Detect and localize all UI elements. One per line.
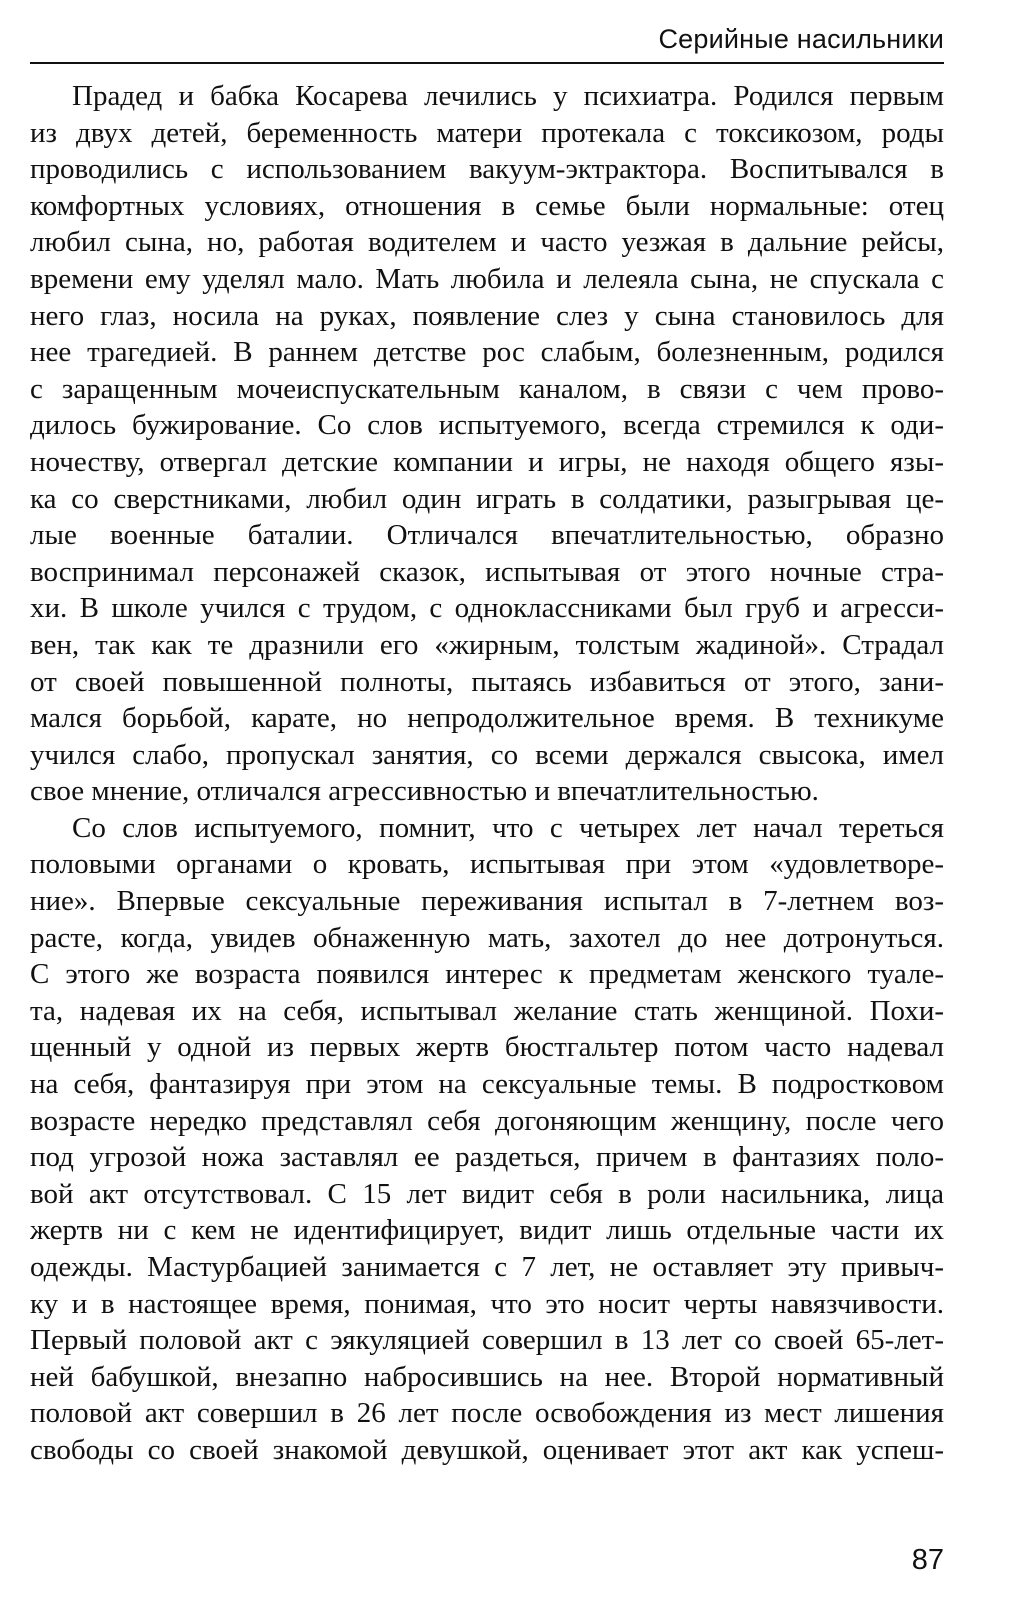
text-line: Первый половой акт с эякуляцией совершил в 13 лет со своей 65-лет-: [30, 1324, 944, 1357]
text-line: проводились с использованием вакуум-эктрактора. Воспитывался в: [30, 153, 944, 186]
text-line: ней бабушкой, внезапно набросившись на нее. Второй нормативный: [30, 1360, 944, 1393]
text-line: ночеству, отвергал детские компании и игры, не находя общего язы-: [30, 445, 944, 478]
text-line: свое мнение, отличался агрессивностью и впечатлительностью.: [30, 775, 819, 808]
text-line: мался борьбой, карате, но непродолжительное время. В техникуме: [30, 702, 944, 735]
text-line: ка со сверстниками, любил один играть в солдатики, разыгрывая це-: [30, 482, 944, 515]
paragraph-2: [30, 810, 944, 1469]
text-line: дилось бужирование. Со слов испытуемого, всегда стремился к оди-: [30, 409, 944, 442]
text-line: свободы со своей знакомой девушкой, оценивает этот акт как успеш-: [30, 1433, 944, 1466]
page-number: 87: [911, 1544, 944, 1576]
text-line: ку и в настоящее время, понимая, что это носит черты навязчивости.: [30, 1287, 944, 1320]
text-line: половой акт совершил в 26 лет после освобождения из мест лишения: [30, 1397, 944, 1430]
text-line: та, надевая их на себя, испытывал желание стать женщиной. Похи-: [30, 994, 944, 1027]
running-title: Серийные насильники: [658, 24, 944, 54]
text-line: него глаз, носила на руках, появление слез у сына становилось для: [30, 299, 944, 332]
text-line: возрасте нередко представлял себя догоняющим женщину, после чего: [30, 1104, 944, 1137]
text-line: из двух детей, беременность матери протекала с токсикозом, роды: [30, 116, 944, 149]
text-line: жертв ни с кем не идентифицирует, видит лишь отдельные части их: [30, 1214, 944, 1247]
text-line: расте, когда, увидев обнаженную мать, захотел до нее дотронуться.: [30, 921, 944, 954]
text-line: вен, так как те дразнили его «жирным, толстым жадиной». Страдал: [30, 628, 944, 661]
text-line: учился слабо, пропускал занятия, со всеми держался свысока, имел: [30, 738, 944, 771]
text-line: Прадед и бабка Косарева лечились у психиатра. Родился первым: [72, 80, 944, 112]
text-line: под угрозой ножа заставлял ее раздеться, причем в фантазиях поло-: [30, 1141, 944, 1174]
text-line: лые военные баталии. Отличался впечатлительностью, образно: [30, 519, 944, 552]
text-line: нее трагедией. В раннем детстве рос слабым, болезненным, родился: [30, 336, 944, 369]
text-line: половыми органами о кровать, испытывая при этом «удовлетворе-: [30, 848, 944, 881]
text-line: вой акт отсутствовал. С 15 лет видит себя в роли насильника, лица: [30, 1177, 944, 1210]
paragraph-1: [30, 78, 944, 810]
text-line: одежды. Мастурбацией занимается с 7 лет, не оставляет эту привыч-: [30, 1251, 944, 1283]
text-line: Со слов испытуемого, помнит, что с четырех лет начал тереться: [72, 811, 944, 844]
header-rule: [30, 62, 944, 64]
text-line: комфортных условиях, отношения в семье были нормальные: отец: [30, 189, 944, 222]
text-line: от своей повышенной полноты, пытаясь избавиться от этого, зани-: [30, 665, 944, 698]
text-line: на себя, фантазируя при этом на сексуальные темы. В подростковом: [30, 1068, 944, 1101]
text-line: ние». Впервые сексуальные переживания испытал в 7-летнем воз-: [30, 885, 944, 918]
body-text: [30, 78, 944, 1469]
text-line: С этого же возраста появился интерес к предметам женского туале-: [30, 958, 944, 991]
text-line: воспринимал персонажей сказок, испытывая от этого ночные стра-: [30, 555, 944, 588]
text-line: времени ему уделял мало. Мать любила и лелеяла сына, не спускала с: [30, 262, 944, 295]
text-line: хи. В школе учился с трудом, с одноклассниками был груб и агресси-: [30, 592, 944, 625]
text-line: щенный у одной из первых жертв бюстгальтер потом часто надевал: [30, 1031, 944, 1064]
text-line: любил сына, но, работая водителем и часто уезжая в дальние рейсы,: [30, 226, 944, 259]
text-line: с заращенным мочеиспускательным каналом, в связи с чем прово-: [30, 372, 944, 405]
